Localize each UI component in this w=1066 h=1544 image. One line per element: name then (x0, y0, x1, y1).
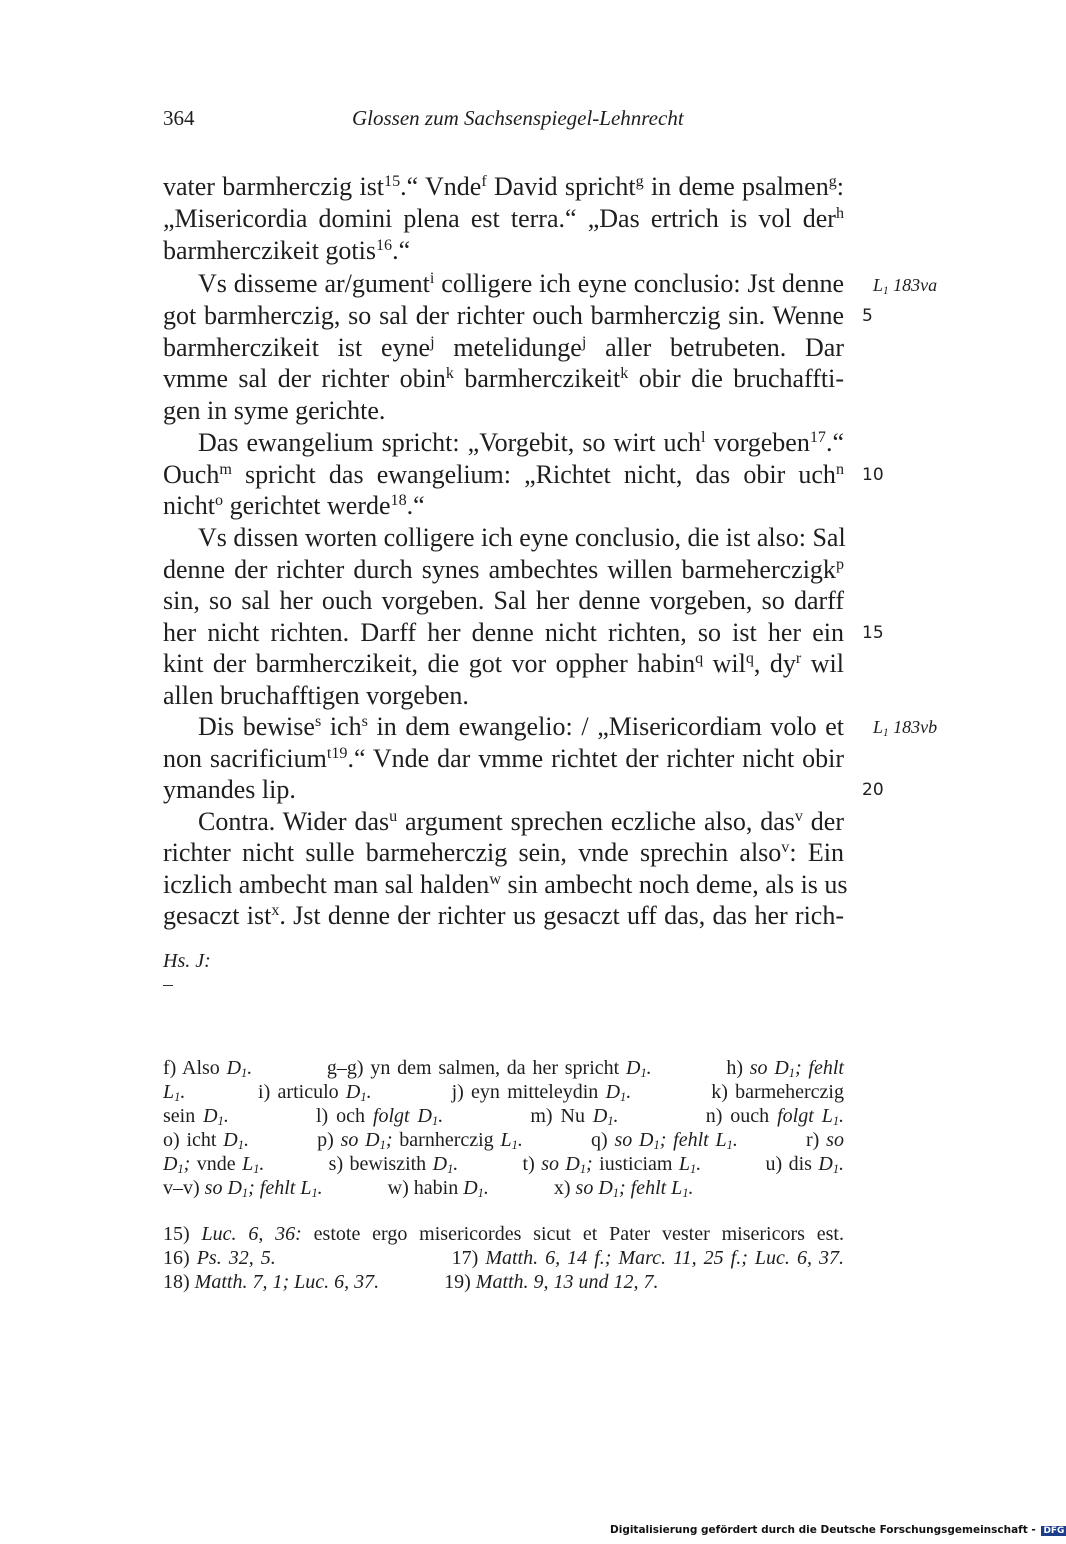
footnote-line: 16) Ps. 32, 5. 17) Matth. 6, 14 f.; Marc. 11, 25 f.; Luc. 6, 37. (163, 1247, 844, 1269)
text-line: barmherczikeit ist eyne$^j$ metelidunge$^j$ aller betrubeten. Dar (163, 333, 844, 362)
footnote-line: sein $D_1$. l) och folgt $D_1$. m) Nu $D_1$. n) ouch folgt $L_1$. (163, 1105, 845, 1129)
text-line: richter nicht sulle barmeherczig sein, vnde sprechin also$^v$: Ein (163, 838, 844, 867)
page-number: 364 (163, 106, 195, 130)
text-line: Vs disseme ar/gument$^i$ colligere ich eyne conclusio: Jst denne (198, 269, 845, 298)
line-number: 5 (862, 306, 873, 326)
text-line: Contra. Wider das$^u$ argument sprechen eczliche also, das$^v$ der (198, 807, 844, 836)
footnote-line: $L_1$. i) articulo $D_1$. j) eyn mitteleydin $D_1$. k) barmeherczig (163, 1081, 844, 1105)
margin-folio-note: $L_1$ 183vb (873, 717, 938, 740)
dfg-logo: DFG (1043, 1526, 1065, 1536)
text-line: barmherczikeit gotis$^{16}$.“ (163, 236, 411, 265)
text-line: iczlich ambecht man sal halden$^w$ sin ambecht noch deme, als is us (163, 870, 848, 899)
margin-folio-note: $L_1$ 183va (873, 275, 938, 298)
text-line: non sacrificium$^{t19}$.“ Vnde dar vmme richtet der richter nicht obir (163, 744, 844, 773)
text-line: Ouch$^m$ spricht das ewangelium: „Richtet nicht, das obir uch$^n$ (163, 460, 844, 489)
footnote-line: $D_1$; vnde $L_1$. s) bewiszith $D_1$. t) so $D_1$; iusticiam $L_1$. u) dis $D_1$. (163, 1153, 845, 1177)
text-line: ymandes lip. (163, 775, 296, 804)
digitization-credit: Digitalisierung gefördert durch die Deutsche Forschungsgemeinschaft - DFG (610, 1524, 1065, 1536)
text-line: got barmherczig, so sal der richter ouch barmherczig sin. Wenne (163, 301, 844, 330)
text-line: vater barmherczig ist$^{15}$.“ Vnde$^f$ David spricht$^g$ in deme psalmen$^g$: (163, 172, 844, 201)
manuscript-label: Hs. J: (163, 950, 211, 972)
line-number: 15 (862, 623, 884, 643)
text-line: sin, so sal her ouch vorgeben. Sal her denne vorgeben, so darff (163, 586, 844, 615)
text-line: denne der richter durch synes ambechtes willen barmeherczigk$^p$ (163, 555, 844, 584)
text-line: gesaczt ist$^x$. Jst denne der richter us gesaczt uff das, das her rich- (163, 901, 844, 930)
text-line: kint der barmherczikeit, die got vor oppher habin$^q$ wil$^q$, $dy^r$ wil (163, 649, 845, 678)
text-line: gen in syme gerichte. (163, 396, 386, 425)
line-number: 20 (862, 780, 884, 800)
separator-dash (163, 985, 173, 986)
text-line: Das ewangelium spricht: „Vorgebit, so wirt uch$^l$ vorgeben$^{17}$.“ (198, 428, 844, 457)
line-number: 10 (862, 465, 884, 485)
footnote-line: f) Also $D_1$. g–g) yn dem salmen, da her spricht $D_1$. h) so $D_1$; fehlt (163, 1057, 844, 1081)
text-line: nicht$^o$ gerichtet werde$^{18}$.“ (163, 491, 425, 520)
text-line: vmme sal der richter obin$^k$ barmherczikeit$^k$ obir die bruchaffti- (163, 364, 844, 393)
text-line: her nicht richten. Darff her denne nicht richten, so ist her ein (163, 618, 844, 647)
footnote-line: v–v) so $D_1$; fehlt $L_1$. w) habin $D_1$. x) so $D_1$; fehlt $L_1$. (163, 1177, 694, 1201)
text-line: Dis bewise$^s$ ich$^s$ in dem ewangelio: / „Misericordiam volo et (198, 712, 845, 741)
running-title: Glossen zum Sachsenspiegel-Lehnrecht (352, 106, 684, 130)
footnote-line: 15) Luc. 6, 36: estote ergo misericordes sicut et Pater vester misericors est. (163, 1223, 844, 1245)
text-line: „Misericordia domini plena est terra.“ „Das ertrich is vol der$^h$ (163, 204, 844, 233)
text-line: allen bruchafftigen vorgeben. (163, 681, 469, 710)
footnote-line: 18) Matth. 7, 1; Luc. 6, 37. 19) Matth. 9, 13 und 12, 7. (163, 1271, 659, 1293)
text-line: Vs dissen worten colligere ich eyne conclusio, die ist also: Sal (198, 523, 846, 552)
footnote-line: o) icht $D_1$. p) so $D_1$; barnherczig $L_1$. q) so $D_1$; fehlt $L_1$. r) so (163, 1129, 844, 1153)
